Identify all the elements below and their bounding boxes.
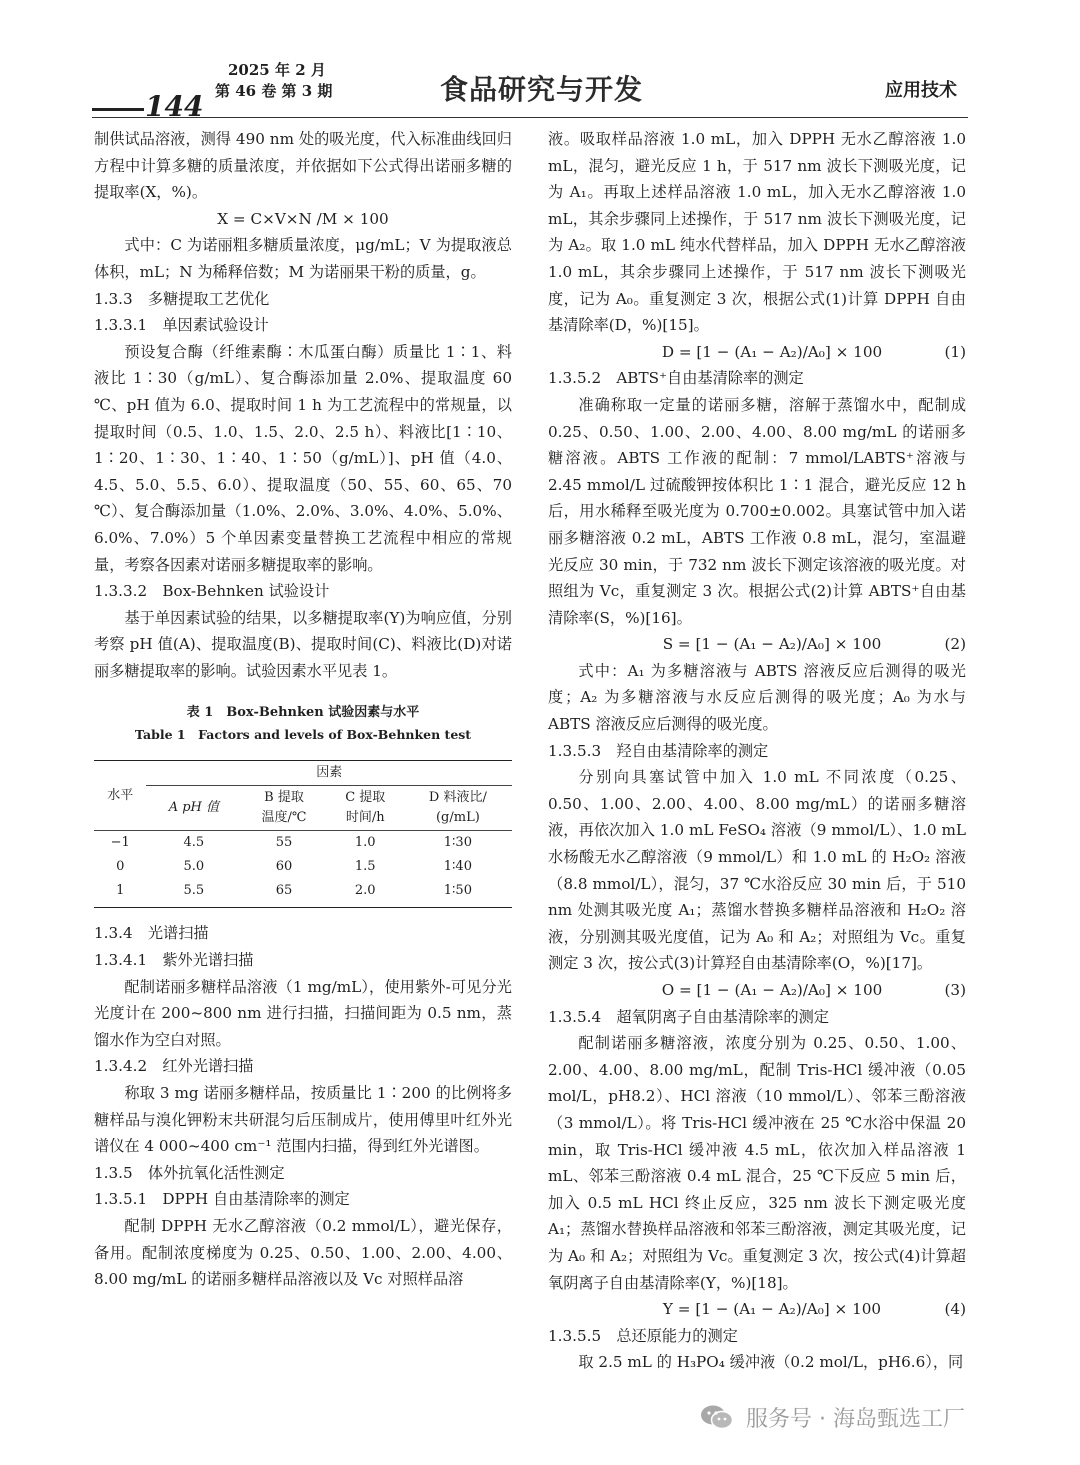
paragraph: 配制诺丽多糖溶液，浓度分别为 0.25、0.50、1.00、2.00、4.00、8.00 mg/mL，配制 Tris-HCl 缓冲液（0.05 mol/L，pH8.2）、HCl 溶液（10 mmol/L）、邻苯三酚溶液（3 mmol/L）。将 Tris-HCl 缓冲液在 25 ℃水浴中保温 20 min，取 Tris-HCl 缓冲液 4.5 mL，依次加入样品溶液 1 mL、邻苯三酚溶液 0.4 mL 混合，25 ℃下反应 5 min 后，加入 0.5 mL HCl 终止反应，325 nm 波长下测定吸光度 A₁；蒸馏水替换样品溶液和邻苯三酚溶液，测定其吸光度，记为 A₀ 和 A₂；对照组为 Vc。重复测定 3 次，按公式(4)计算超氧阴离子自由基清除率(Y，%)[18]。 bbox=[548, 1034, 966, 1292]
subsection-heading: 1.3.5.5 总还原能力的测定 bbox=[548, 1326, 738, 1345]
paragraph: 配制诺丽多糖样品溶液（1 mg/mL），使用紫外-可见分光光度计在 200~800 nm 进行扫描，扫描间距为 0.5 nm，蒸馏水作为空白对照。 bbox=[94, 977, 512, 1049]
table-header-a: A pH 值 bbox=[146, 786, 241, 831]
equation-2 bbox=[548, 631, 966, 658]
right-column bbox=[548, 126, 966, 1376]
paragraph: 称取 3 mg 诺丽多糖样品，按质量比 1∶200 的比例将多糖样品与溴化钾粉末共研混匀后压制成片，使用傅里叶红外光谱仪在 4 000~400 cm⁻¹ 范围内扫描，得到红外光谱图。 bbox=[94, 1084, 512, 1156]
subsection-heading: 1.3.3.2 Box-Behnken 试验设计 bbox=[94, 582, 330, 601]
table-row: 1 5.5 65 2.0 1∶50 bbox=[94, 879, 512, 908]
table-caption-en: Table 1 Factors and levels of Box-Behnken test bbox=[134, 727, 472, 743]
subsection-heading: 1.3.4.1 紫外光谱扫描 bbox=[94, 951, 254, 970]
left-column bbox=[94, 126, 512, 1293]
paragraph: 式中：C 为诺丽粗多糖质量浓度，μg/mL；V 为提取液总体积，mL；N 为稀释倍数；M 为诺丽果干粉的质量，g。 bbox=[94, 236, 512, 281]
subsection-heading: 1.3.5.1 DPPH 自由基清除率的测定 bbox=[94, 1190, 350, 1209]
subsection-heading: 1.3.5.3 羟自由基清除率的测定 bbox=[548, 741, 769, 760]
paragraph: 液。吸取样品溶液 1.0 mL，加入 DPPH 无水乙醇溶液 1.0 mL，混匀，避光反应 1 h，于 517 nm 波长下测吸光度，记为 A₁。再取上述样品溶液 1.0 mL，加入无水乙醇溶液 1.0 mL，其余步骤同上述操作，于 517 nm 波长下测吸光度，记为 A₂。取 1.0 mL 纯水代替样品，加入 DPPH 无水乙醇溶液 1.0 mL，其余步骤同上述操作，于 517 nm 波长下测吸光度，记为 A₀。重复测定 3 次，根据公式(1)计算 DPPH 自由基清除率(D，%)[15]。 bbox=[548, 130, 966, 335]
table-1 bbox=[94, 702, 512, 920]
equation-formula: D = [1 − (A₁ − A₂)/A₀] × 100 bbox=[661, 342, 883, 361]
table-row: −1 4.5 55 1.0 1∶30 bbox=[110, 835, 472, 851]
table-header-b: B 提取 温度/℃ bbox=[241, 786, 326, 831]
paragraph: 分别向具塞试管中加入 1.0 mL 不同浓度（0.25、0.50、1.00、2.00、4.00、8.00 mg/mL）的诺丽多糖溶液，再依次加入 1.0 mL FeSO₄ 溶液（9 mmol/L）、1.0 mL 水杨酸无水乙醇溶液（9 mmol/L）和 1.0 mL 的 H₂O₂ 溶液（8.8 mmol/L），混匀，37 ℃水浴反应 30 min 后，于 510 nm 处测其吸光度 A₁；蒸馏水替换多糖样品溶液和 H₂O₂ 溶液，分别测其吸光度值，记为 A₀ 和 A₂；对照组为 Vc。重复测定 3 次，按公式(3)计算羟自由基清除率(O，%)[17]。 bbox=[548, 768, 966, 973]
equation-formula: S = [1 − (A₁ − A₂)/A₀] × 100 bbox=[662, 635, 882, 654]
table-header-d: D 料液比/ (g/mL) bbox=[404, 786, 512, 831]
watermark-text: 服务号 · 海岛甄选工厂 bbox=[746, 1407, 965, 1432]
paragraph: 预设复合酶（纤维素酶∶木瓜蛋白酶）质量比 1∶1、料液比 1∶30（g/mL）、复合酶添加量 2.0%、提取温度 60 ℃、pH 值为 6.0、提取时间 1 h 为工艺流程中的常规量，以提取时间（0.5、1.0、1.5、2.0、2.5 h）、料液比[1∶10、1∶20、1∶30、1∶40、1∶50（g/mL）]、pH 值（4.0、4.5、5.0、5.5、6.0）、提取温度（50、55、60、65、70 ℃）、复合酶添加量（1.0%、2.0%、3.0%、4.0%、5.0%、6.0%、7.0%）5 个单因素变量替换工艺流程中相应的常规量，考察各因素对诺丽多糖提取率的影响。 bbox=[94, 342, 512, 574]
paragraph: 配制 DPPH 无水乙醇溶液（0.2 mmol/L），避光保存，备用。配制浓度梯度为 0.25、0.50、1.00、2.00、4.00、8.00 mg/mL 的诺丽多糖样品溶液以及 Vc 对照样品溶 bbox=[94, 1217, 512, 1289]
paragraph: 式中：A₁ 为多糖溶液与 ABTS 溶液反应后测得的吸光度；A₂ 为多糖溶液与水反应后测得的吸光度；A₀ 为水与 ABTS 溶液反应后测得的吸光度。 bbox=[548, 661, 966, 734]
subsection-heading: 1.3.5.4 超氧阴离子自由基清除率的测定 bbox=[548, 1007, 829, 1026]
table-header-factor: 因素 bbox=[146, 761, 512, 786]
paragraph: 基于单因素试验的结果，以多糖提取率(Y)为响应值，分别考察 pH 值(A)、提取温度(B)、提取时间(C)、料液比(D)对诺丽多糖提取率的影响。试验因素水平见表 1。 bbox=[94, 608, 512, 680]
watermark bbox=[700, 1398, 1060, 1448]
equation-number: (3) bbox=[944, 981, 966, 999]
equation-1 bbox=[548, 339, 966, 366]
subsection-heading: 1.3.4.2 红外光谱扫描 bbox=[94, 1057, 254, 1076]
page-header bbox=[0, 0, 1080, 125]
subsection-heading: 1.3.3.1 单因素试验设计 bbox=[94, 316, 269, 335]
header-rule bbox=[92, 117, 968, 118]
table-header-level: 水平 bbox=[94, 761, 146, 831]
table-row: 0 5.0 60 1.5 1∶40 bbox=[116, 859, 472, 875]
equation-number: (4) bbox=[944, 1300, 966, 1319]
section-heading: 1.3.5 体外抗氧化活性测定 bbox=[94, 1163, 285, 1182]
paragraph: 准确称取一定量的诺丽多糖，溶解于蒸馏水中，配制成 0.25、0.50、1.00、2.00、4.00、8.00 mg/mL 的诺丽多糖溶液。ABTS 工作液的配制：7 mmol/LABTS⁺溶液与 2.45 mmol/L 过硫酸钾按体积比 1∶1 混合，避光反应 12 h 后，用水稀释至吸光度为 0.700±0.002。具塞试管中加入诺丽多糖溶液 0.2 mL，ABTS 工作液 0.8 mL，混匀，室温避光反应 30 min，于 732 nm 波长下测定该溶液的吸光度。对照组为 Vc，重复测定 3 次。根据公式(2)计算 ABTS⁺自由基清除率(S，%)[16]。 bbox=[548, 395, 966, 627]
equation-formula: Y = [1 − (A₁ − A₂)/A₀] × 100 bbox=[662, 1300, 882, 1319]
header-rule-accent bbox=[92, 108, 144, 111]
table-caption-cn: 表 1 Box-Behnken 试验因素与水平 bbox=[186, 705, 420, 721]
equation-formula: O = [1 − (A₁ − A₂)/A₀] × 100 bbox=[661, 981, 883, 999]
wechat-icon bbox=[700, 1404, 734, 1430]
equation-number: (2) bbox=[944, 635, 966, 654]
page-number: 144 bbox=[145, 90, 204, 123]
issue-date: 2025 年 2 月 bbox=[228, 61, 326, 79]
issue-volume: 第 46 卷 第 3 期 bbox=[215, 82, 333, 100]
section-heading: 1.3.4 光谱扫描 bbox=[94, 924, 209, 943]
section-label: 应用技术 bbox=[885, 80, 957, 101]
equation-number: (1) bbox=[944, 342, 966, 361]
table-header-c: C 提取 时间/h bbox=[327, 786, 404, 831]
equation-4 bbox=[548, 1296, 966, 1323]
journal-title: 食品研究与开发 bbox=[440, 73, 644, 106]
section-heading: 1.3.3 多糖提取工艺优化 bbox=[94, 289, 270, 308]
formula-extraction-rate: X = C×V×N /M × 100 bbox=[217, 209, 389, 228]
equation-3 bbox=[548, 977, 966, 1004]
subsection-heading: 1.3.5.2 ABTS⁺自由基清除率的测定 bbox=[548, 369, 804, 388]
factors-levels-table bbox=[94, 760, 512, 908]
paragraph: 制供试品溶液，测得 490 nm 处的吸光度，代入标准曲线回归方程中计算多糖的质量浓度，并依据如下公式得出诺丽多糖的提取率(X，%)。 bbox=[94, 130, 512, 202]
paragraph: 取 2.5 mL 的 H₃PO₄ 缓冲液（0.2 mol/L，pH6.6），同 bbox=[578, 1353, 964, 1372]
